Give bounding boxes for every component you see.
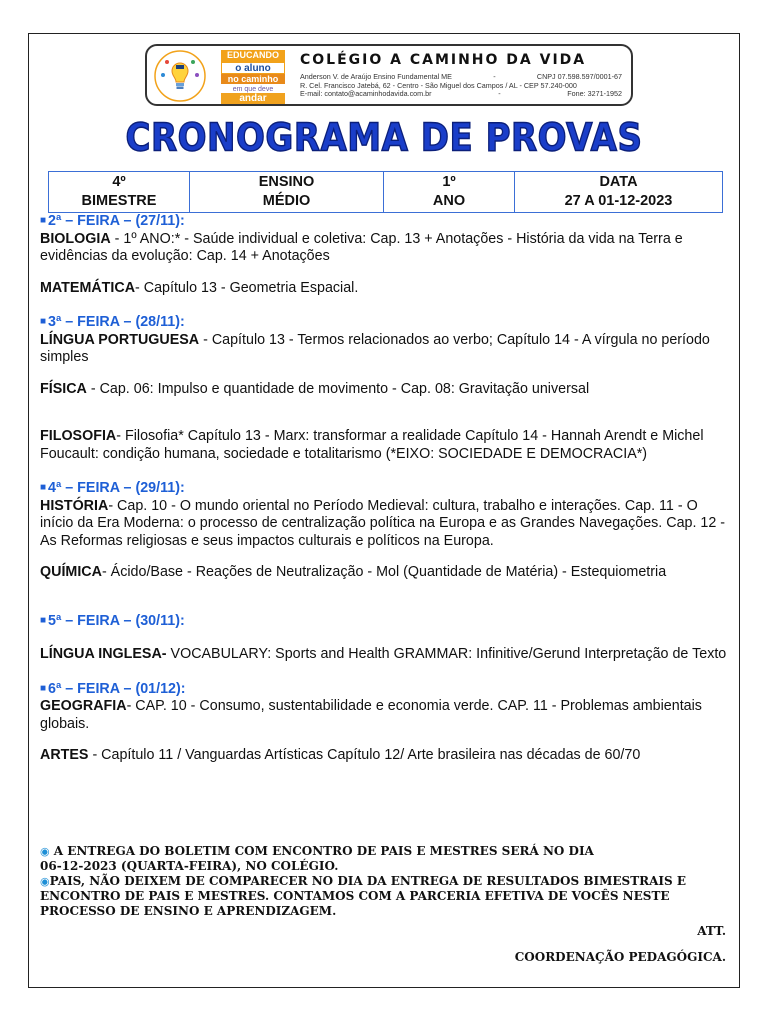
subject-entry — [40, 428, 728, 463]
info-circle-icon: ◉ — [40, 845, 50, 858]
subject-topics: - CAP. 10 - Consumo, sustentabilidade e economia verde. CAP. 11 - Problemas ambientais globais. — [40, 698, 702, 732]
school-owner: Anderson V. de Araújo Ensino Fundamental ME — [300, 72, 452, 81]
subject-entry — [40, 564, 728, 582]
cell-line: 4º — [112, 174, 126, 190]
closing-att: ATT. — [697, 924, 726, 939]
subject-topics: - 1º ANO:* - Saúde individual e coletiva: Cap. 13 + Anotações - História da vida na Terra e evidências da evolução: Cap. 14 + Anotações — [40, 230, 683, 264]
square-bullet-icon: ■ — [40, 614, 47, 626]
day-heading — [40, 612, 728, 631]
subject-entry — [40, 498, 728, 551]
info-table — [48, 171, 723, 213]
subject-topics: - Cap. 10 - O mundo oriental no Período Medieval: cultura, trabalho e interações. Cap. 11 - O início da Era Moderna: o processo de centralização política na Europa e as Grandes Navegações. Cap. 12 - As Reformas religiosas e seus impactos culturais e políticos na Europa. — [40, 497, 726, 549]
square-bullet-icon: ■ — [40, 682, 47, 694]
cell-line: DATA — [599, 174, 638, 190]
school-info — [300, 73, 622, 99]
brand-line: em que deve — [221, 84, 285, 93]
schedule-content — [40, 212, 728, 765]
subject-entry — [40, 698, 728, 733]
subject-topics: - Ácido/Base - Reações de Neutralização - Mol (Quantidade de Matéria) - Estequiometria — [101, 564, 667, 580]
subject-name: LÍNGUA INGLESA- — [40, 646, 167, 662]
subject-entry — [40, 280, 728, 298]
lightbulb-logo-icon — [153, 49, 207, 103]
day-label: 4ª – FEIRA – (29/11): — [48, 480, 185, 496]
cell-line: BIMESTRE — [81, 193, 157, 209]
square-bullet-icon: ■ — [40, 482, 47, 493]
info-circle-icon: ◉ — [40, 874, 50, 888]
subject-name: FÍSICA — [40, 380, 87, 397]
brand-line: EDUCANDO — [221, 50, 285, 62]
subject-topics: - Cap. 06: Impulso e quantidade de movimento - Cap. 08: Gravitação universal — [86, 380, 590, 397]
signature: COORDENAÇÃO PEDAGÓGICA. — [514, 950, 726, 965]
day-heading — [40, 479, 728, 498]
square-bullet-icon: ■ — [40, 215, 47, 226]
brand-line: o aluno — [221, 62, 285, 74]
school-phone: Fone: 3271-1952 — [567, 89, 622, 99]
notice-text: PAIS, NÃO DEIXEM DE COMPARECER NO DIA DA ENTREGA DE RESULTADOS BIMESTRAIS E ENCONTRO DE PAIS E MESTRES. CONTAMOS COM A PARCERIA EFETIVA DE VOCÊS NESTE PROCESSO DE ENSINO E APRENDIZAGEM. — [40, 873, 687, 918]
subject-name: FILOSOFIA — [40, 428, 117, 444]
school-address: R. Cel. Francisco Jatebá, 62 - Centro - São Miguel dos Campos / AL - CEP 57.240-000 — [300, 80, 577, 90]
subject-name: HISTÓRIA — [40, 497, 109, 514]
notice-text: A ENTREGA DO BOLETIM COM ENCONTRO DE PAIS E MESTRES SERÁ NO DIA — [49, 844, 594, 858]
day-heading — [40, 680, 728, 699]
notice-report-card-date: 06-12-2023 (QUARTA-FEIRA), NO COLÉGIO. — [40, 859, 339, 874]
subject-entry — [40, 231, 728, 266]
letterhead — [145, 44, 633, 106]
subject-entry — [40, 332, 728, 367]
day-heading — [40, 313, 728, 332]
school-info-row — [300, 90, 622, 99]
day-label: 6ª – FEIRA – (01/12): — [48, 680, 186, 697]
subject-topics: - Filosofia* Capítulo 13 - Marx: transformar a realidade Capítulo 14 - Hannah Arendt e Michel Foucault: condição humana, sociedade e totalitarismo (*EIXO: SOCIEDADE E DEMOCRACIA*) — [40, 428, 704, 462]
subject-entry — [40, 646, 728, 664]
cell-line: 1º — [442, 174, 456, 190]
school-cnpj: CNPJ 07.598.597/0001-67 — [536, 72, 622, 81]
subject-name: LÍNGUA PORTUGUESA — [40, 331, 200, 348]
table-row — [49, 172, 723, 213]
subject-topics: - Capítulo 13 - Geometria Espacial. — [135, 279, 359, 296]
page-title: CRONOGRAMA DE PROVAS — [125, 115, 643, 161]
brand-motto — [221, 50, 285, 104]
subject-name: ARTES — [40, 747, 89, 763]
day-label: 5ª – FEIRA – (30/11): — [48, 612, 185, 629]
day-label: 2ª – FEIRA – (27/11): — [48, 213, 185, 229]
cell-line: MÉDIO — [262, 193, 311, 209]
day-heading — [40, 212, 728, 231]
notice-report-card — [40, 844, 726, 859]
subject-name: GEOGRAFIA — [40, 698, 127, 714]
subject-name: MATEMÁTICA — [40, 279, 136, 296]
notice-parents — [40, 874, 726, 918]
level-cell — [190, 172, 384, 213]
subject-entry — [40, 747, 728, 765]
subject-name: BIOLOGIA — [40, 230, 111, 247]
subject-topics: VOCABULARY: Sports and Health GRAMMAR: Infinitive/Gerund Interpretação de Texto — [166, 646, 727, 662]
subject-topics: - Capítulo 13 - Termos relacionados ao verbo; Capítulo 14 - A vírgula no período simples — [40, 331, 710, 365]
date-cell — [515, 172, 723, 213]
square-bullet-icon: ■ — [40, 316, 47, 327]
subject-entry — [40, 381, 728, 399]
brand-line: no caminho — [221, 74, 285, 84]
separator: - — [498, 89, 501, 99]
cell-line: 27 A 01-12-2023 — [564, 193, 673, 209]
day-label: 3ª – FEIRA – (28/11): — [48, 314, 185, 330]
grade-cell — [384, 172, 515, 213]
bimester-cell — [49, 172, 190, 213]
separator: - — [493, 72, 496, 81]
school-email[interactable]: E-mail: contato@acaminhodavida.com.br — [300, 89, 432, 99]
cell-line: ANO — [432, 193, 466, 209]
cell-line: ENSINO — [258, 174, 315, 190]
subject-topics: - Capítulo 11 / Vanguardas Artísticas Capítulo 12/ Arte brasileira nas décadas de 60/70 — [88, 747, 641, 763]
brand-line: andar — [221, 93, 285, 104]
school-name: COLÉGIO A CAMINHO DA VIDA — [300, 52, 587, 68]
footer-notices — [40, 844, 726, 965]
subject-name: QUÍMICA — [40, 564, 102, 580]
